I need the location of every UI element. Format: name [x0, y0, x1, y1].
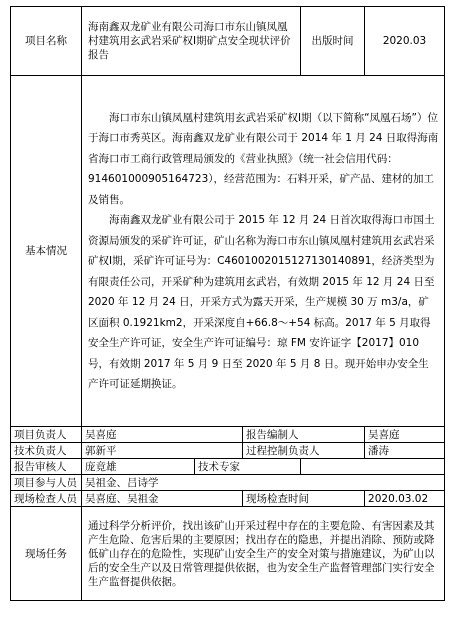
staff-row-tech: [11, 443, 445, 459]
project-members-label: 项目参与人员: [11, 475, 82, 491]
basic-info-paragraph-1: 海口市东山镇凤凰村建筑用玄武岩采矿权Ⅰ期（以下简称“凤凰石场”）位于海口市秀英区。海南鑫双龙矿业有限公司于 2014 年 1 月 24 日取得海南省海口市工商行政管理局颁发的《营业执照》（统一社会信用代码：914601000905164723），经营范围为：石料开采，矿产品、建材的加工及销售。: [88, 111, 439, 206]
basic-info-label: 基本情况: [11, 76, 82, 427]
project-name-label: 项目名称: [11, 7, 82, 76]
inspection-time-value: 2020.03.02: [365, 491, 445, 507]
staff-row-review: [11, 459, 445, 475]
report-writer-value: 吴喜庭: [365, 427, 445, 443]
inspection-staff-label: 现场检查人员: [11, 491, 82, 507]
basic-info-paragraph-2: 海南鑫双龙矿业有限公司于 2015 年 12 月 24 日首次取得海口市国土资源局颁发的采矿许可证，矿山名称为海口市东山镇凤凰村建筑用玄武岩采矿权Ⅰ期，采矿许可证号为：C4601002015127130140891，经济类型为有限责任公司，开采矿种为建筑用玄武岩，有效期 2015 年 12 月 24 日至 2020 年 12 月 24 日，开采方式为露天开采，生产规模 30 万 m3/a，矿区面积 0.1921km2，开采深度自+66.8～+54 标高。2017 年 5 月取得安全生产许可证，安全生产许可证编号：琼 FM 安许证字【2017】010 号，有效期 2017 年 5 月 9 日至 2020 年 5 月 8 日。现开始申办安全生产许可证延期换证。: [88, 214, 435, 390]
report-writer-label: 报告编制人: [243, 427, 365, 443]
publish-time-value: 2020.03: [365, 7, 445, 76]
report-reviewer-value: 庞竟雄: [82, 459, 195, 475]
project-members-value: 吴祖金、吕诗学: [82, 475, 445, 491]
publish-time-label: 出版时间: [301, 7, 365, 76]
report-reviewer-label: 报告审核人: [11, 459, 82, 475]
report-info-table: [10, 6, 445, 601]
inspection-time-label: 现场检查时间: [243, 491, 365, 507]
process-control-label: 过程控制负责人: [243, 443, 365, 459]
staff-row-members: [11, 475, 445, 491]
tech-leader-value: 郭新平: [82, 443, 243, 459]
site-task-content: 通过科学分析评价，找出该矿山开采过程中存在的主要危险、有害因素及其产生危险、危害后果的主要原因；找出存在的隐患，并提出消除、预防或降低矿山存在的危险性，实现矿山安全生产的安全对策与措施建议，为矿山以后的安全生产以及日常管理提供依据，也为安全生产监督管理部门实行安全生产监督提供依据。: [82, 507, 445, 601]
staff-row-leader: [11, 427, 445, 443]
project-leader-label: 项目负责人: [11, 427, 82, 443]
task-row: [11, 507, 445, 601]
inspection-staff-value: 吴喜庭、吴祖金: [82, 491, 243, 507]
basic-info-content: [82, 76, 445, 427]
project-row: [11, 7, 445, 76]
staff-row-inspection: [11, 491, 445, 507]
process-control-value: 潘涛: [365, 443, 445, 459]
tech-expert-value: [301, 459, 445, 475]
project-leader-value: 吴喜庭: [82, 427, 243, 443]
project-name-value: 海南鑫双龙矿业有限公司海口市东山镇凤凰村建筑用玄武岩采矿权Ⅰ期矿点安全现状评价报告: [82, 7, 301, 76]
tech-leader-label: 技术负责人: [11, 443, 82, 459]
basic-info-row: [11, 76, 445, 427]
site-task-label: 现场任务: [11, 507, 82, 601]
tech-expert-label: 技术专家: [195, 459, 301, 475]
